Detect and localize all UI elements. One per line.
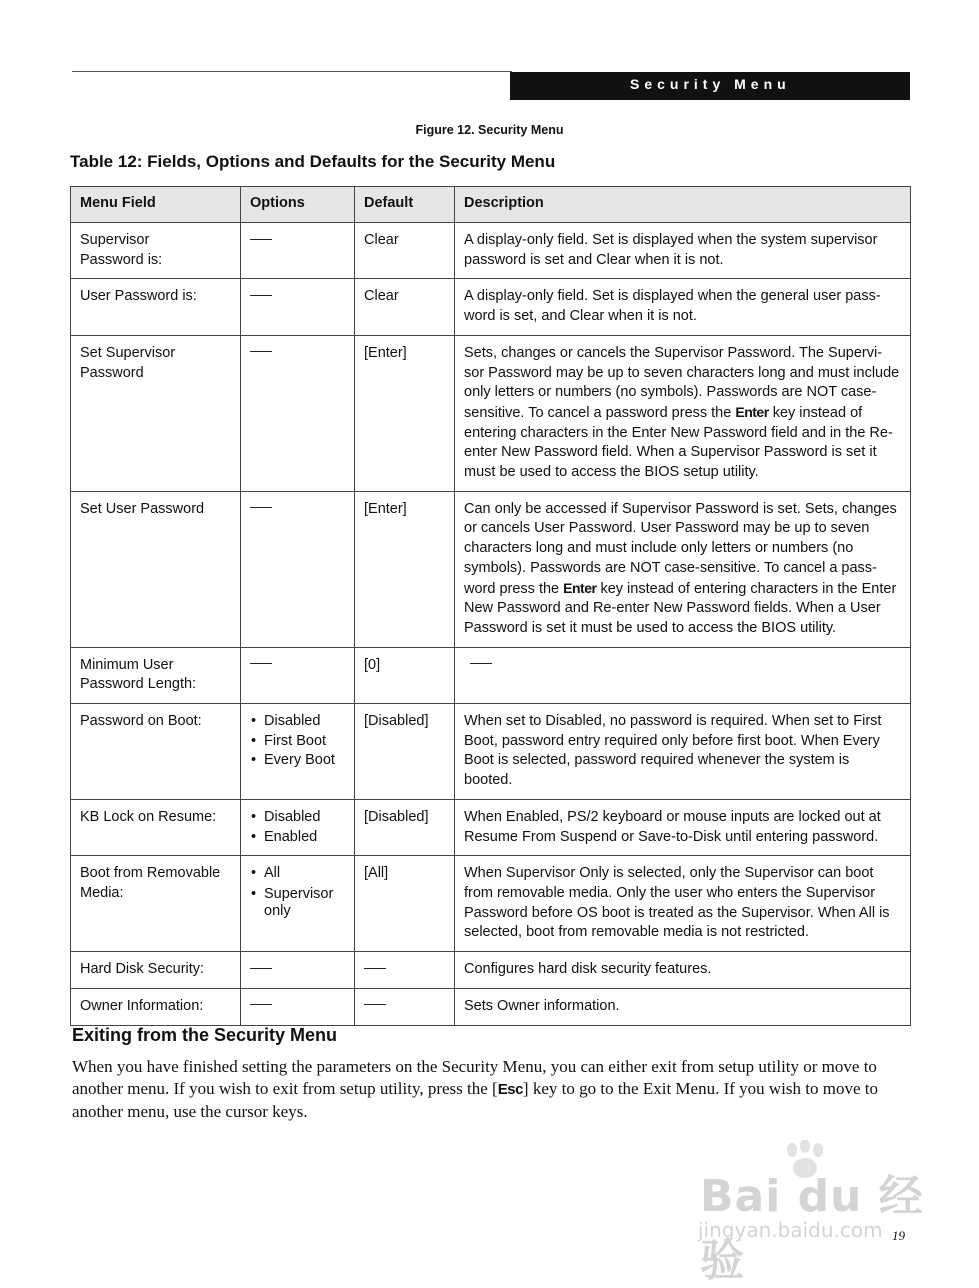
menu-field: Minimum User Password Length: <box>71 647 241 703</box>
menu-field: Owner Information: <box>71 988 241 1025</box>
column-header-menu-field: Menu Field <box>71 187 241 223</box>
options-list <box>250 712 345 771</box>
table-row <box>71 952 911 989</box>
menu-field: Set User Password <box>71 491 241 647</box>
options-cell <box>241 335 355 491</box>
table-row <box>71 799 911 855</box>
page-number: 19 <box>892 1228 905 1243</box>
default-value: [Disabled] <box>355 704 455 800</box>
empty-dash <box>364 1004 386 1005</box>
options-cell <box>241 952 355 989</box>
description: When Supervisor Only is selected, only the Supervisor can boot from removable media. Only the user who enters the Supervisor Password before OS boot is treated as the Supervisor. When All is selected, boot from removable media is not restricted. <box>455 856 911 952</box>
column-header-default: Default <box>355 187 455 223</box>
menu-field: User Password is: <box>71 279 241 335</box>
menu-field: KB Lock on Resume: <box>71 799 241 855</box>
table-row <box>71 223 911 279</box>
description <box>455 491 911 647</box>
table-row <box>71 335 911 491</box>
menu-field: Set Supervisor Password <box>71 335 241 491</box>
table-row <box>71 491 911 647</box>
options-cell <box>241 647 355 703</box>
column-header-description: Description <box>455 187 911 223</box>
options-cell <box>241 704 355 800</box>
options-cell <box>241 223 355 279</box>
description: A display-only field. Set is displayed when the general user pass-word is set, and Clear when it is not. <box>455 279 911 335</box>
description-text: Sets, changes or cancels the Supervisor Password. The Supervi-sor Password may be up to seven characters long and must include only letters or numbers (no symbols). Passwords are NOT case-sensitive. To cancel a password press the <box>464 344 900 421</box>
menu-field: Hard Disk Security: <box>71 952 241 989</box>
description: When Enabled, PS/2 keyboard or mouse inputs are locked out at Resume From Suspend or Save-to-Disk until entering password. <box>455 799 911 855</box>
empty-dash <box>250 507 272 508</box>
default-value: Clear <box>355 279 455 335</box>
table-row <box>71 988 911 1025</box>
esc-key-label: Esc <box>497 1081 523 1098</box>
option-item: • Every Boot <box>250 751 345 771</box>
option-item: • Disabled <box>250 712 345 732</box>
key-label: Enter <box>735 403 769 420</box>
empty-dash <box>250 663 272 664</box>
figure-caption <box>0 123 979 137</box>
empty-dash <box>364 968 386 969</box>
empty-dash <box>250 239 272 240</box>
option-item: • Enabled <box>250 828 345 848</box>
table-row <box>71 279 911 335</box>
default-value: Clear <box>355 223 455 279</box>
column-header-options: Options <box>241 187 355 223</box>
empty-dash <box>470 663 492 664</box>
default-value: [Enter] <box>355 491 455 647</box>
empty-dash <box>250 351 272 352</box>
options-list <box>250 864 345 920</box>
options-cell <box>241 988 355 1025</box>
option-item: • Supervisor only <box>250 886 345 920</box>
default-value <box>355 988 455 1025</box>
table-row <box>71 647 911 703</box>
description: Configures hard disk security features. <box>455 952 911 989</box>
description-text: key instead of entering characters in the Enter New Password field and in the Re-enter New Password field. When a Supervisor Password is set it must be used to access the BIOS setup utility. <box>464 404 893 481</box>
default-value: [All] <box>355 856 455 952</box>
default-value: [0] <box>355 647 455 703</box>
section-title: Exiting from the Security Menu <box>72 1025 338 1045</box>
option-item: • Disabled <box>250 808 345 828</box>
table-title: Table 12: Fields, Options and Defaults for the Security Menu <box>70 152 556 171</box>
menu-field: Supervisor Password is: <box>71 223 241 279</box>
table-header-row <box>71 187 911 223</box>
description: When set to Disabled, no password is required. When set to First Boot, password entry required only before first boot. When Every Boot is selected, password required whenever the system is booted. <box>455 704 911 800</box>
body-text: When you have finished setting the parameters on the Security Menu, you can either exit from setup utility or move to another menu. If you wish to exit from setup utility, press the [ <box>72 1057 877 1098</box>
default-value: [Enter] <box>355 335 455 491</box>
empty-dash <box>250 968 272 969</box>
empty-dash <box>250 1004 272 1005</box>
table-row <box>71 856 911 952</box>
section-header-title: Security Menu <box>630 76 791 92</box>
watermark-brand: Bai du 经验 <box>700 1171 924 1286</box>
description-text: Can only be accessed if Supervisor Password is set. Sets, changes or cancels User Password. User Password may be up to seven characters long and must include only letters or numbers (no symbols). Passwords are NOT case-sensitive. To cancel a pass-word press the <box>464 500 897 597</box>
options-list <box>250 808 345 847</box>
body-text: ] key to go to the Exit Menu. If you wish to move to another menu, use the cursor keys. <box>72 1079 878 1121</box>
options-cell <box>241 799 355 855</box>
default-value: [Disabled] <box>355 799 455 855</box>
section-header-bar <box>510 72 910 100</box>
figure-caption-text: Figure 12. Security Menu <box>415 123 564 137</box>
watermark-url: jingyan.baidu.com <box>698 1218 883 1242</box>
options-cell <box>241 491 355 647</box>
option-item: • All <box>250 864 345 884</box>
description: Sets Owner information. <box>455 988 911 1025</box>
menu-field: Password on Boot: <box>71 704 241 800</box>
options-cell <box>241 279 355 335</box>
header-rule <box>72 71 512 72</box>
table-row <box>71 704 911 800</box>
baidu-watermark <box>690 1140 930 1286</box>
description <box>455 647 911 703</box>
description: A display-only field. Set is displayed when the system supervisor password is set and Clear when it is not. <box>455 223 911 279</box>
option-item: • First Boot <box>250 732 345 752</box>
description-text: key instead of entering characters in the Enter New Password and Re-enter New Password fields. When a User Password is set it must be used to access the BIOS utility. <box>464 580 897 636</box>
description <box>455 335 911 491</box>
default-value <box>355 952 455 989</box>
options-cell <box>241 856 355 952</box>
body-paragraph <box>72 1056 912 1123</box>
security-menu-table <box>70 186 911 1026</box>
key-label: Enter <box>563 579 597 596</box>
empty-dash <box>250 295 272 296</box>
menu-field: Boot from Removable Media: <box>71 856 241 952</box>
